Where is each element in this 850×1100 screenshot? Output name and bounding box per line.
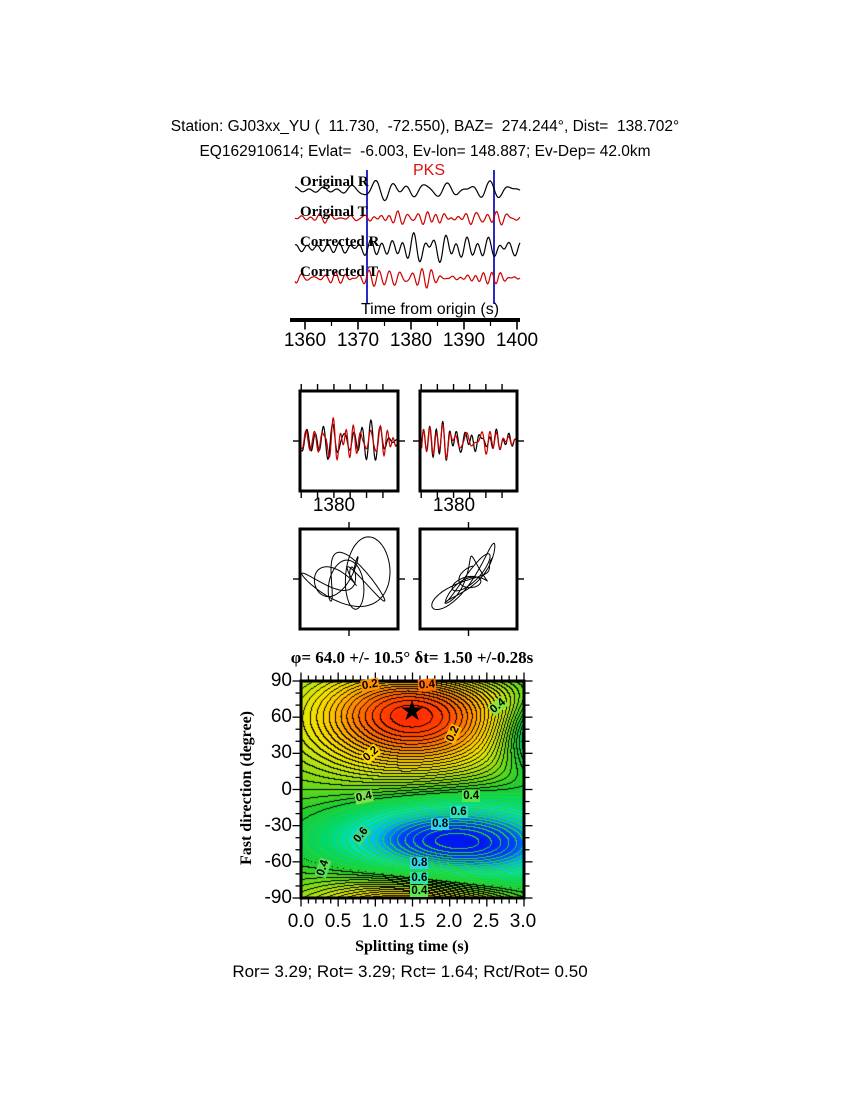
- time-tick-label: 1360: [283, 330, 327, 351]
- contour-xtick-label: 2.0: [435, 911, 463, 932]
- contour-label: 0.6: [351, 824, 371, 845]
- contour-label: 0.8: [411, 857, 428, 870]
- contour-label: 0.8: [432, 817, 449, 830]
- contour-label: 0.2: [360, 677, 379, 692]
- contour-ylabel: Fast direction (degree): [238, 710, 255, 866]
- time-axis-label: Time from origin (s): [360, 301, 500, 318]
- contour-xtick-label: 0.5: [324, 911, 352, 932]
- contour-title: φ= 64.0 +/- 10.5° δt= 1.50 +/-0.28s: [290, 648, 534, 667]
- contour-ytick-label: -90: [264, 887, 292, 908]
- contour-xtick-label: 1.5: [398, 911, 426, 932]
- contour-ytick-label: 0: [281, 778, 292, 800]
- contour-ytick-label: 90: [270, 670, 292, 691]
- contour-label: 0.4: [463, 790, 480, 803]
- contour-ytick-label: -60: [264, 850, 292, 872]
- contour-xtick-label: 2.5: [472, 911, 500, 932]
- contour-ytick-label: 30: [270, 742, 292, 764]
- time-tick-label: 1400: [495, 330, 539, 351]
- contour-label: 0.6: [450, 805, 467, 818]
- contour-xtick-label: 3.0: [509, 911, 537, 932]
- contour-xtick-label: 0.0: [287, 911, 315, 932]
- time-tick-label: 1370: [336, 330, 380, 351]
- time-tick-label: 1380: [389, 330, 433, 351]
- contour-label: 0.2: [443, 724, 462, 744]
- contour-label: 0.2: [361, 744, 382, 764]
- window-panel-tick-label: 1380: [432, 495, 476, 516]
- contour-label: 0.4: [487, 696, 508, 716]
- contour-label: 0.4: [411, 885, 428, 897]
- trace-label: Original T: [300, 204, 368, 220]
- contour-ytick-label: 60: [270, 706, 292, 728]
- time-tick-label: 1390: [442, 330, 486, 351]
- contour-ytick-label: -30: [264, 814, 292, 836]
- particle-motion-panels: [290, 521, 530, 637]
- result-footer: Ror= 3.29; Rot= 3.29; Rct= 1.64; Rct/Rot= 0.50: [232, 962, 588, 981]
- station-header: Station: GJ03xx_YU ( 11.730, -72.550), BAZ= 274.244°, Dist= 138.702°: [170, 118, 680, 135]
- contour-label: 0.6: [411, 871, 428, 884]
- windowed-waveform-panels: [290, 383, 530, 499]
- trace-label: Original R: [300, 174, 369, 190]
- contour-label: 0.4: [418, 677, 436, 692]
- phase-label: PKS: [413, 162, 446, 179]
- best-fit-star-icon: ★: [399, 695, 425, 727]
- trace-label: Corrected T: [300, 264, 379, 280]
- contour-xtick-label: 1.0: [361, 911, 389, 932]
- contour-xlabel: Splitting time (s): [355, 938, 469, 955]
- contour-label: 0.4: [354, 789, 373, 805]
- trace-label: Corrected R: [300, 234, 380, 250]
- window-panel-tick-label: 1380: [312, 495, 356, 516]
- contour-label: 0.4: [315, 858, 332, 878]
- event-header: EQ162910614; Evlat= -6.003, Ev-lon= 148.887; Ev-Dep= 42.0km: [199, 143, 651, 160]
